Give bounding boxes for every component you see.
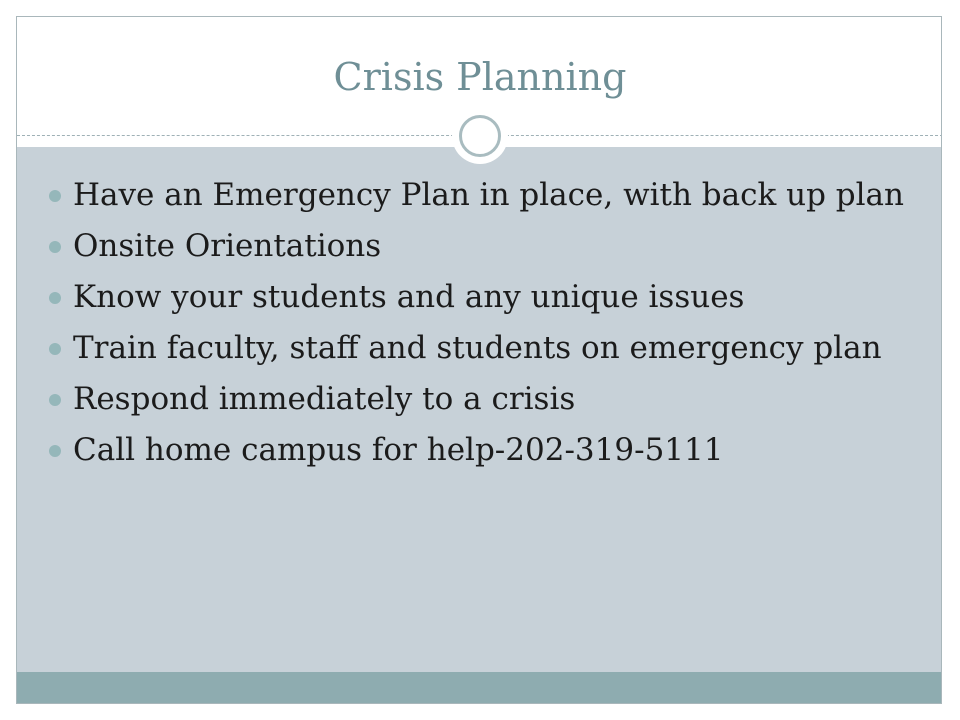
bullet-list xyxy=(47,175,917,481)
bullet-item-1 xyxy=(47,175,917,215)
bullet-item-6 xyxy=(47,430,917,470)
bullet-item-2 xyxy=(47,226,917,266)
ring-icon xyxy=(459,115,501,157)
bullet-text-4: Train faculty, staff and students on emergency plan xyxy=(73,330,882,366)
bullet-dot-icon xyxy=(49,241,61,253)
bullet-text-6: Call home campus for help-202-319-5111 xyxy=(73,432,724,468)
bullet-dot-icon xyxy=(49,445,61,457)
bullet-dot-icon xyxy=(49,292,61,304)
bullet-item-3 xyxy=(47,277,917,317)
footer-band xyxy=(17,672,942,704)
bullet-item-5 xyxy=(47,379,917,419)
bullet-dot-icon xyxy=(49,343,61,355)
bullet-text-5: Respond immediately to a crisis xyxy=(73,381,576,417)
bullet-text-2: Onsite Orientations xyxy=(73,228,382,264)
bullet-text-3: Know your students and any unique issues xyxy=(73,279,745,315)
slide xyxy=(16,16,942,704)
slide-title: Crisis Planning xyxy=(333,55,627,99)
bullet-dot-icon xyxy=(49,394,61,406)
bullet-dot-icon xyxy=(49,190,61,202)
bullet-text-1: Have an Emergency Plan in place, with back up plan xyxy=(73,177,904,213)
bullet-item-4 xyxy=(47,328,917,368)
